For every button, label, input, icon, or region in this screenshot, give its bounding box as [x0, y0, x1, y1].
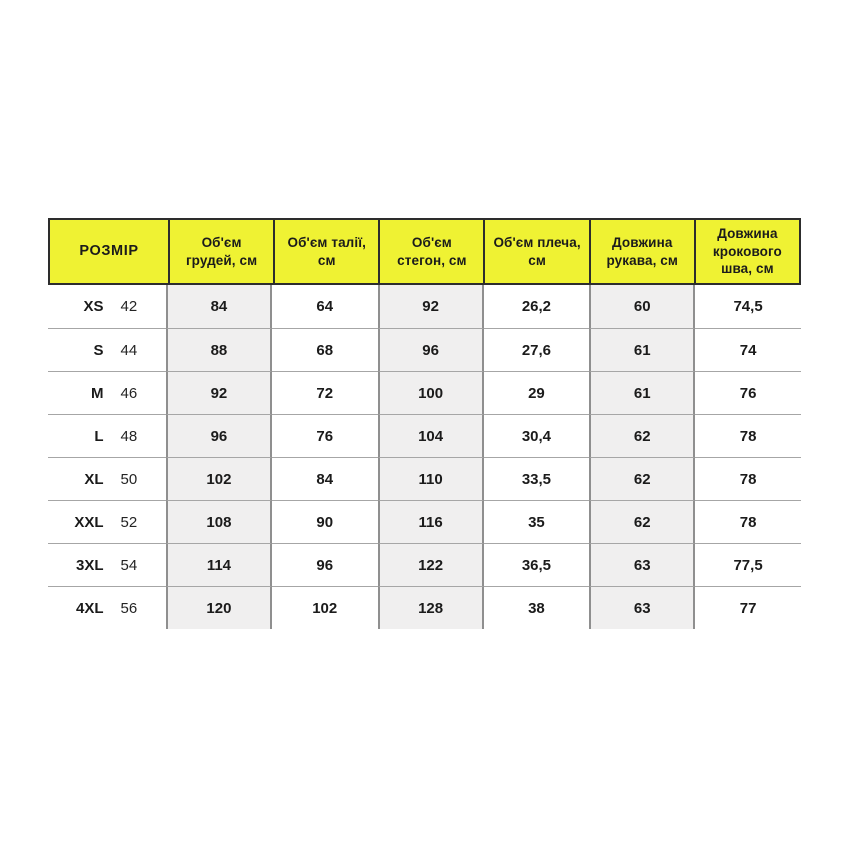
cell-chest: 88	[166, 328, 272, 371]
cell-hips: 116	[378, 500, 484, 543]
table-row-xl	[48, 457, 801, 500]
header-cell-hips: Об'єм стегон, см	[378, 220, 483, 283]
cell-inseam: 77	[695, 586, 801, 629]
size-number: 44	[120, 341, 138, 359]
cell-shoulder: 29	[484, 371, 590, 414]
cell-sleeve: 63	[589, 543, 695, 586]
cell-chest: 102	[166, 457, 272, 500]
cell-chest: 108	[166, 500, 272, 543]
cell-shoulder: 26,2	[484, 285, 590, 328]
size-letter: XL	[84, 470, 104, 488]
cell-hips: 110	[378, 457, 484, 500]
cell-shoulder: 33,5	[484, 457, 590, 500]
table-header-row	[48, 218, 801, 285]
cell-inseam: 76	[695, 371, 801, 414]
cell-inseam: 74	[695, 328, 801, 371]
size-letter: S	[93, 341, 104, 359]
size-letter: M	[91, 384, 104, 402]
header-cell-waist: Об'єм талії, см	[273, 220, 378, 283]
cell-size	[48, 328, 166, 371]
cell-sleeve: 61	[589, 371, 695, 414]
table-row-xxl	[48, 500, 801, 543]
cell-hips: 122	[378, 543, 484, 586]
size-letter: 3XL	[75, 556, 104, 574]
table-row-s	[48, 328, 801, 371]
cell-hips: 100	[378, 371, 484, 414]
cell-size	[48, 414, 166, 457]
cell-size	[48, 457, 166, 500]
size-number: 50	[120, 470, 138, 488]
cell-shoulder: 27,6	[484, 328, 590, 371]
cell-chest: 114	[166, 543, 272, 586]
cell-hips: 104	[378, 414, 484, 457]
cell-sleeve: 63	[589, 586, 695, 629]
cell-inseam: 78	[695, 457, 801, 500]
size-number: 46	[120, 384, 138, 402]
cell-chest: 120	[166, 586, 272, 629]
header-cell-size: РОЗМІР	[50, 220, 168, 283]
cell-chest: 92	[166, 371, 272, 414]
size-letter: XXL	[74, 513, 104, 531]
cell-waist: 84	[272, 457, 378, 500]
cell-chest: 84	[166, 285, 272, 328]
table-body	[48, 285, 801, 629]
size-letter: L	[94, 427, 104, 445]
header-cell-inseam: Довжина крокового шва, см	[694, 220, 799, 283]
size-number: 56	[120, 599, 138, 617]
cell-inseam: 78	[695, 500, 801, 543]
table-row-xs	[48, 285, 801, 328]
cell-size	[48, 371, 166, 414]
size-number: 54	[120, 556, 138, 574]
header-cell-sleeve: Довжина рукава, см	[589, 220, 694, 283]
cell-waist: 76	[272, 414, 378, 457]
cell-inseam: 77,5	[695, 543, 801, 586]
cell-chest: 96	[166, 414, 272, 457]
cell-shoulder: 38	[484, 586, 590, 629]
cell-sleeve: 62	[589, 500, 695, 543]
cell-size	[48, 586, 166, 629]
cell-waist: 102	[272, 586, 378, 629]
header-cell-chest: Об'єм грудей, см	[168, 220, 273, 283]
size-letter: 4XL	[75, 599, 104, 617]
cell-sleeve: 62	[589, 457, 695, 500]
size-letter: XS	[83, 298, 104, 315]
cell-waist: 64	[272, 285, 378, 328]
cell-size	[48, 543, 166, 586]
size-number: 42	[120, 298, 138, 315]
cell-size	[48, 500, 166, 543]
size-number: 52	[120, 513, 138, 531]
table-row-4xl	[48, 586, 801, 629]
cell-inseam: 74,5	[695, 285, 801, 328]
cell-waist: 72	[272, 371, 378, 414]
cell-waist: 68	[272, 328, 378, 371]
size-table	[48, 218, 801, 629]
cell-shoulder: 35	[484, 500, 590, 543]
header-cell-shoulder: Об'єм плеча, см	[483, 220, 588, 283]
cell-inseam: 78	[695, 414, 801, 457]
table-row-m	[48, 371, 801, 414]
cell-sleeve: 62	[589, 414, 695, 457]
cell-hips: 128	[378, 586, 484, 629]
cell-shoulder: 30,4	[484, 414, 590, 457]
cell-sleeve: 60	[589, 285, 695, 328]
table-row-3xl	[48, 543, 801, 586]
cell-waist: 90	[272, 500, 378, 543]
cell-size	[48, 285, 166, 328]
cell-sleeve: 61	[589, 328, 695, 371]
cell-hips: 92	[378, 285, 484, 328]
cell-hips: 96	[378, 328, 484, 371]
size-number: 48	[120, 427, 138, 445]
cell-waist: 96	[272, 543, 378, 586]
table-row-l	[48, 414, 801, 457]
cell-shoulder: 36,5	[484, 543, 590, 586]
